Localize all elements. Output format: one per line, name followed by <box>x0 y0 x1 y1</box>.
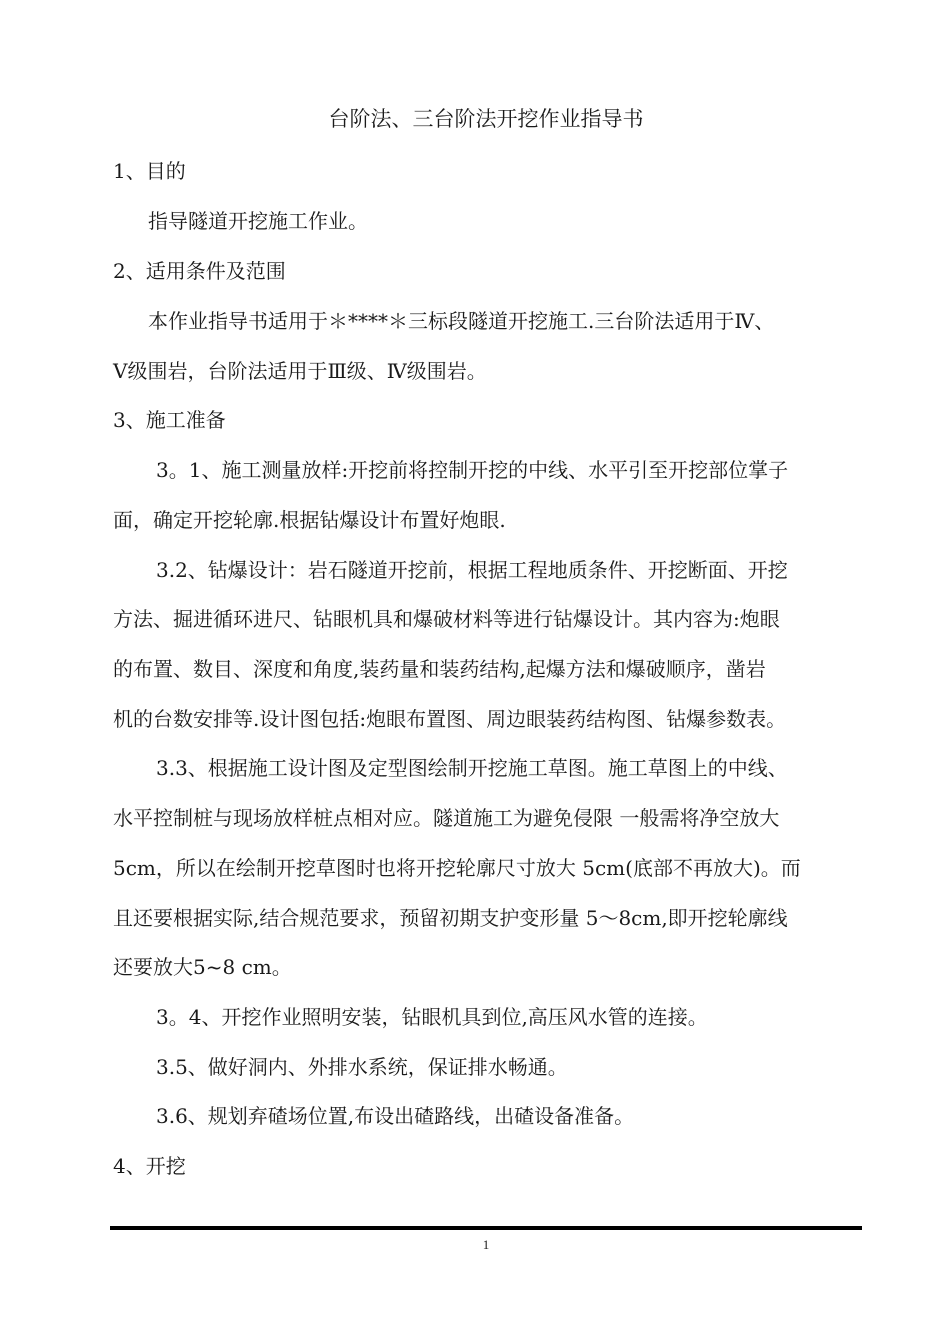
paragraph-line: 面，确定开挖轮廓.根据钻爆设计布置好炮眼. <box>113 508 506 532</box>
paragraph-line: 指导隧道开挖施工作业。 <box>148 209 368 233</box>
paragraph-line: 还要放大5~8 cm。 <box>113 955 292 979</box>
paragraph-line: 3.2、钻爆设计：岩石隧道开挖前，根据工程地质条件、开挖断面、开挖 <box>156 558 788 582</box>
paragraph-line: 3。4、开挖作业照明安装，钻眼机具到位,高压风水管的连接。 <box>156 1005 708 1029</box>
paragraph-line: 水平控制桩与现场放样桩点相对应。隧道施工为避免侵限 一般需将净空放大 <box>113 806 780 830</box>
paragraph-line: 3.3、根据施工设计图及定型图绘制开挖施工草图。施工草图上的中线、 <box>156 756 788 780</box>
heading-scope: 2、适用条件及范围 <box>113 259 286 283</box>
paragraph-line: 3.5、做好洞内、外排水系统，保证排水畅通。 <box>156 1055 568 1079</box>
paragraph-line: Ⅴ级围岩，台阶法适用于Ⅲ级、Ⅳ级围岩。 <box>113 359 487 383</box>
heading-preparation: 3、施工准备 <box>113 408 226 432</box>
page-number: 1 <box>482 1237 490 1252</box>
paragraph-line: 5cm，所以在绘制开挖草图时也将开挖轮廓尺寸放大 5cm(底部不再放大)。而 <box>113 856 801 880</box>
paragraph-line: 3。1、施工测量放样:开挖前将控制开挖的中线、水平引至开挖部位掌子 <box>156 458 789 482</box>
footer-rule <box>110 1226 862 1230</box>
paragraph-line: 且还要根据实际,结合规范要求，预留初期支护变形量 5～8cm,即开挖轮廓线 <box>113 906 788 930</box>
paragraph-line: 的布置、数目、深度和角度,装药量和装药结构,起爆方法和爆破顺序，凿岩 <box>113 657 766 681</box>
paragraph-line: 机的台数安排等.设计图包括:炮眼布置图、周边眼装药结构图、钻爆参数表。 <box>113 707 787 731</box>
document-title: 台阶法、三台阶法开挖作业指导书 <box>328 107 644 131</box>
heading-purpose: 1、目的 <box>113 159 186 183</box>
paragraph-line: 3.6、规划弃碴场位置,布设出碴路线，出碴设备准备。 <box>156 1104 635 1128</box>
paragraph-line: 本作业指导书适用于＊****＊三标段隧道开挖施工.三台阶法适用于Ⅳ、 <box>148 309 775 333</box>
heading-excavation: 4、开挖 <box>113 1154 186 1178</box>
paragraph-line: 方法、掘进循环进尺、钻眼机具和爆破材料等进行钻爆设计。其内容为:炮眼 <box>113 607 780 631</box>
